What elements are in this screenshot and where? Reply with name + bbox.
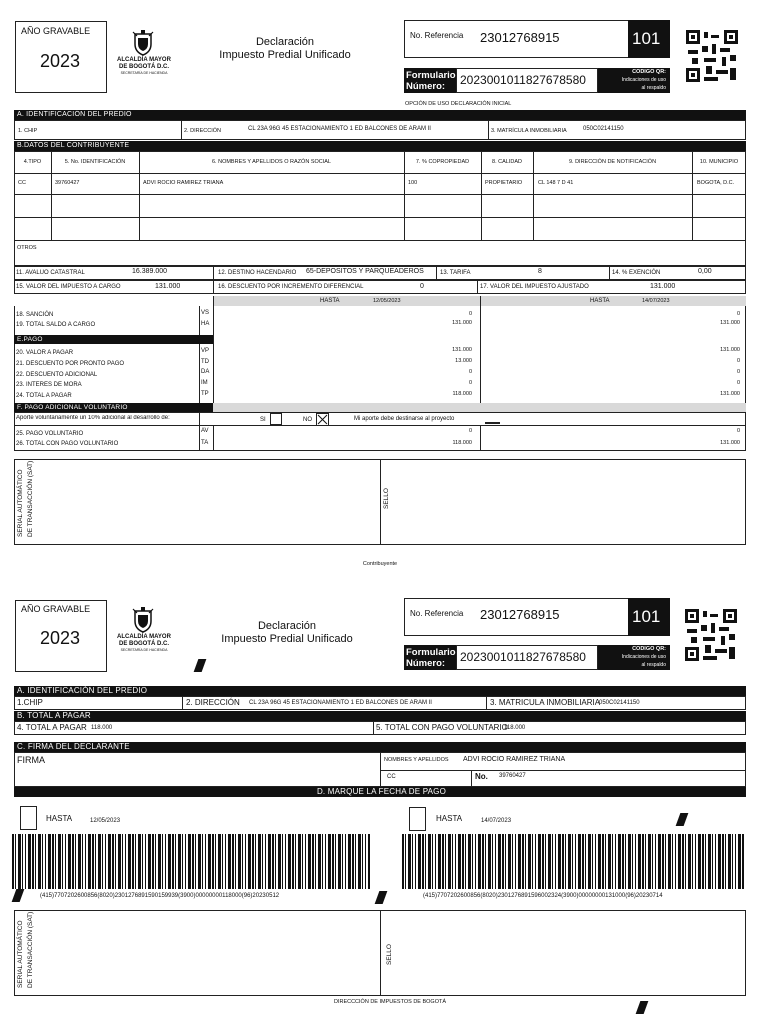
pago-voluntario-v1: 0 — [468, 428, 472, 434]
fecha-checkbox-1[interactable] — [20, 806, 37, 830]
header-direccion-notificacion: 9. DIRECCIÓN DE NOTIFICACIÓN — [568, 159, 657, 165]
formulario-label-1: Formulario — [406, 70, 456, 81]
hasta-fecha-1: 12/05/2023 — [373, 298, 401, 304]
pago-voluntario-v2: 0 — [736, 428, 740, 434]
saldo-v1: 131.000 — [452, 320, 472, 326]
bottom-section-d-title: D. MARQUE LA FECHA DE PAGO — [14, 787, 746, 797]
destino-label: 12. DESTINO HACENDARIO — [218, 270, 297, 276]
tarifa-label: 13. TARIFA — [440, 270, 471, 276]
serial-label-bottom-1: SERIAL AUTOMÁTICO — [17, 920, 24, 988]
direccion-label: 2. DIRECCIÓN — [184, 128, 221, 134]
form-code: 101 — [632, 29, 661, 48]
row-copropiedad: 100 — [408, 180, 418, 186]
direccion-impuestos-footer: DIRECCCIÓN DE IMPUESTOS DE BOGOTÁ — [333, 999, 447, 1005]
descuento-inc-label: 16. DESCUENTO POR INCREMENTO DIFERENCIAL — [218, 284, 364, 290]
total-pagar-code: TP — [201, 391, 209, 397]
bottom-nombres-value: ADVI ROCIO RAMIREZ TRIANA — [463, 756, 566, 763]
logo-line-1: ALCALDÍA MAYOR — [117, 57, 171, 63]
interes-mora-code: IM — [201, 380, 208, 386]
section-b-title: B.DATOS DEL CONTRIBUYENTE — [14, 141, 746, 151]
qr-line-1-bottom: Indicaciones de uso — [621, 654, 666, 660]
sello-label-bottom: SELLO — [386, 944, 393, 965]
doc-title-line-2: Impuesto Predial Unificado — [219, 49, 351, 61]
voluntario-title: F. PAGO ADICIONAL VOLUNTARIO — [14, 403, 213, 412]
descuento-adicional-v2: 0 — [736, 369, 740, 375]
referencia-value: 23012768915 — [480, 30, 560, 45]
valor-impuesto-value: 131.000 — [155, 283, 181, 290]
bottom-direccion-value: CL 23A 96G 45 ESTACIONAMIENTO 1 ED BALCONES DE ARAM II — [249, 700, 432, 706]
formulario-label-1-bottom: Formulario — [406, 647, 456, 658]
doc-title-line-2-bottom: Impuesto Predial Unificado — [221, 633, 353, 645]
referencia-value-bottom: 23012768915 — [480, 607, 560, 622]
qr-title: CODIGO QR: — [632, 69, 666, 75]
destino-value: 65-DEPOSITOS Y PARQUEADEROS — [306, 268, 424, 275]
coat-of-arms-icon — [131, 30, 155, 56]
exencion-label: 14. % EXENCIÓN — [612, 270, 661, 276]
formulario-value: 2023001011827678580 — [460, 73, 586, 87]
logo-line-2: DE BOGOTÁ D.C. — [118, 64, 169, 70]
pronto-pago-v2: 0 — [736, 358, 740, 364]
referencia-label: No. Referencia — [410, 31, 464, 40]
row-identificacion: 39760427 — [55, 180, 80, 186]
total-pagar-label: 24. TOTAL A PAGAR — [16, 393, 72, 399]
exencion-value: 0,00 — [698, 268, 712, 275]
row-tipo: CC — [18, 180, 26, 186]
bottom-nombres-label: NOMBRES Y APELLIDOS — [384, 757, 449, 763]
qr-line-1: Indicaciones de uso — [621, 77, 666, 83]
liquidacion-grid — [14, 306, 746, 451]
matricula-label: 3. MATRÍCULA INMOBILIARIA — [491, 128, 567, 134]
header-nombres: 6. NOMBRES Y APELLIDOS O RAZÓN SOCIAL — [211, 159, 331, 165]
anio-gravable-label: AÑO GRAVABLE — [21, 26, 91, 36]
logo-line-2-bottom: DE BOGOTÁ D.C. — [118, 641, 169, 647]
hasta-label-2: HASTA — [590, 298, 610, 304]
sancion-code: VS — [201, 310, 210, 316]
slash-mark-2 — [676, 813, 689, 826]
barcode-2-text: (415)7707202600856(8020)2301276891596002324(3900)00000000131000(96)20230714 — [423, 893, 663, 899]
serial-label-top-1: SERIAL AUTOMÁTICO — [17, 469, 24, 537]
bottom-direccion-label: 2. DIRECCIÓN — [186, 698, 240, 707]
fecha-value-2: 14/07/2023 — [481, 818, 512, 824]
fecha-hasta-label-2: HASTA — [436, 814, 463, 823]
qr-line-2-bottom: al respaldo — [641, 662, 666, 668]
anio-gravable-value: 2023 — [40, 51, 81, 71]
bottom-section-b-title: B. TOTAL A PAGAR — [14, 711, 746, 721]
sello-label-top: SELLO — [383, 488, 390, 509]
anio-gravable-value-bottom: 2023 — [40, 628, 81, 648]
row-direccion-notificacion: CL 148 7 D 41 — [538, 180, 574, 186]
qr-code-icon — [685, 609, 737, 661]
descuento-adicional-label: 22. DESCUENTO ADICIONAL — [16, 372, 98, 378]
valor-impuesto-label: 15. VALOR DEL IMPUESTO A CARGO — [16, 284, 121, 290]
valor-ajustado-value: 131.000 — [650, 283, 676, 290]
avaluo-value: 16.389.000 — [132, 268, 168, 275]
slash-mark-4 — [375, 891, 388, 904]
bottom-no-value: 39760427 — [499, 773, 526, 779]
form-code-bottom: 101 — [632, 607, 661, 626]
interes-mora-label: 23. INTERES DE MORA — [16, 382, 82, 388]
row-nombres: ADVI ROCIO RAMIREZ TRIANA — [143, 180, 224, 186]
referencia-label-bottom: No. Referencia — [410, 609, 464, 618]
bottom-chip-label: 1.CHIP — [17, 698, 43, 707]
total-voluntario-label: 26. TOTAL CON PAGO VOLUNTARIO — [16, 441, 119, 447]
barcode-2 — [402, 834, 744, 889]
bottom-matricula-label: 3. MATRICULA INMOBILIARIA — [490, 698, 601, 707]
qr-line-2: al respaldo — [641, 85, 666, 91]
pago-voluntario-code: AV — [201, 428, 209, 434]
formulario-label-2-bottom: Número: — [406, 658, 446, 669]
proyecto-line — [485, 422, 500, 424]
doc-title-line-1: Declaración — [255, 36, 315, 48]
bottom-firma-label: FIRMA — [17, 755, 45, 765]
proyecto-text: Mi aporte debe destinarse al proyecto — [354, 416, 455, 422]
bottom-tipo-value: CC — [387, 774, 396, 780]
interes-mora-v2: 0 — [736, 380, 740, 386]
serial-label-top-2: DE TRANSACCIÓN (SAT) — [27, 460, 34, 537]
sancion-v1: 0 — [468, 311, 472, 317]
saldo-label: 19. TOTAL SALDO A CARGO — [16, 322, 96, 328]
formulario-value-bottom: 2023001011827678580 — [460, 650, 586, 664]
header-calidad: 8. CALIDAD — [492, 159, 522, 165]
descuento-adicional-code: DA — [201, 369, 210, 375]
contribuyente-footer: Contribuyente — [362, 561, 398, 567]
total-pagar-v1: 118.000 — [452, 391, 472, 397]
fecha-hasta-label-1: HASTA — [46, 814, 73, 823]
bottom-section-a-title: A. IDENTIFICACIÓN DEL PREDIO — [14, 686, 746, 696]
pronto-pago-code: TD — [201, 359, 209, 365]
matricula-value: 050C02141150 — [583, 126, 624, 132]
hasta-fecha-2: 14/07/2023 — [642, 298, 670, 304]
bottom-total-vol-label: 5. TOTAL CON PAGO VOLUNTARIO — [376, 723, 508, 732]
header-tipo: 4.TIPO — [23, 159, 42, 165]
si-checkbox[interactable] — [270, 413, 282, 425]
qr-code-icon — [686, 30, 738, 82]
valor-pagar-v2: 131.000 — [720, 347, 740, 353]
tarifa-value: 8 — [538, 268, 542, 275]
doc-title-line-1-bottom: Declaración — [257, 620, 317, 632]
no-label: NO — [303, 417, 312, 423]
otros-label: OTROS — [17, 245, 37, 251]
logo-line-3: SECRETARÍA DE HACIENDA — [120, 71, 168, 75]
header-municipio: 10. MUNICIPIO — [699, 159, 739, 165]
hasta-label-1: HASTA — [320, 298, 340, 304]
section-a-title: A. IDENTIFICACIÓN DEL PREDIO — [14, 110, 746, 120]
descuento-inc-value: 0 — [420, 283, 424, 290]
sancion-v2: 0 — [736, 311, 740, 317]
valor-pagar-v1: 131.000 — [452, 347, 472, 353]
row-calidad: PROPIETARIO — [485, 180, 523, 186]
direccion-value: CL 23A 96G 45 ESTACIONAMIENTO 1 ED BALCONES DE ARAM II — [248, 126, 431, 132]
fecha-value-1: 12/05/2023 — [90, 818, 121, 824]
coat-of-arms-icon — [131, 607, 155, 633]
bottom-matricula-value: 050C02141150 — [599, 700, 640, 706]
slash-mark-3 — [12, 889, 25, 902]
barcode-1 — [12, 834, 370, 889]
sancion-label: 18. SANCIÓN — [16, 312, 54, 318]
saldo-code: HA — [201, 321, 210, 327]
bottom-total-vol-value: 118.000 — [504, 725, 526, 731]
bogota-logo-bottom — [114, 607, 174, 663]
header-identificacion: 5. No. IDENTIFICACIÓN — [64, 159, 126, 165]
barcode-1-text: (415)7707202600856(8020)2301276891590159939(3900)00000000118000(96)20230512 — [40, 893, 280, 899]
checkmark-x-icon — [317, 414, 328, 425]
pago-voluntario-label: 25. PAGO VOLUNTARIO — [16, 431, 84, 437]
header-copropiedad: 7. % COPROPIEDAD — [415, 159, 470, 165]
bottom-no-label: No. — [475, 772, 488, 781]
datos-row-2 — [14, 280, 746, 294]
aporte-text: Aporte voluntariamente un 10% adicional al desarrollo de: — [16, 415, 170, 421]
valor-ajustado-label: 17. VALOR DEL IMPUESTO AJUSTADO — [480, 284, 589, 290]
qr-title-bottom: CODIGO QR: — [632, 646, 666, 652]
fecha-checkbox-2[interactable] — [409, 807, 426, 831]
anio-gravable-label-bottom: AÑO GRAVABLE — [21, 604, 91, 614]
valor-pagar-code: VP — [201, 348, 210, 354]
bottom-total-value: 118.000 — [91, 725, 113, 731]
chip-label: 1. CHIP — [18, 128, 38, 134]
interes-mora-v1: 0 — [468, 380, 472, 386]
formulario-label-2: Número: — [406, 81, 446, 92]
bogota-logo — [114, 30, 174, 86]
total-voluntario-v1: 118.000 — [452, 440, 472, 446]
logo-line-1-bottom: ALCALDÍA MAYOR — [117, 634, 171, 640]
serial-label-bottom-2: DE TRANSACCIÓN (SAT) — [27, 911, 34, 988]
row-municipio: BOGOTA, D.C. — [697, 180, 735, 186]
slash-mark-1 — [194, 659, 207, 672]
total-voluntario-code: TA — [201, 440, 209, 446]
pago-title: E.PAGO — [14, 335, 213, 344]
slash-mark-5 — [636, 1001, 649, 1014]
bottom-total-label: 4. TOTAL A PAGAR — [17, 723, 87, 732]
pronto-pago-label: 21. DESCUENTO POR PRONTO PAGO — [16, 361, 125, 367]
total-voluntario-v2: 131.000 — [720, 440, 740, 446]
valor-pagar-label: 20. VALOR A PAGAR — [16, 350, 74, 356]
si-label: SI — [260, 417, 266, 423]
total-pagar-v2: 131.000 — [720, 391, 740, 397]
opcion-uso: OPCIÓN DE USO DECLARACIÓN INICIAL — [405, 101, 512, 107]
bottom-section-c-title: C. FIRMA DEL DECLARANTE — [14, 742, 746, 752]
no-checkbox[interactable] — [316, 413, 329, 426]
voluntario-gray — [213, 403, 746, 412]
pronto-pago-v1: 13.000 — [455, 358, 472, 364]
logo-line-3-bottom: SECRETARÍA DE HACIENDA — [120, 648, 168, 652]
section-b-table — [14, 151, 746, 266]
saldo-v2: 131.000 — [720, 320, 740, 326]
avaluo-label: 11. AVALUO CATASTRAL — [16, 270, 85, 276]
descuento-adicional-v1: 0 — [468, 369, 472, 375]
